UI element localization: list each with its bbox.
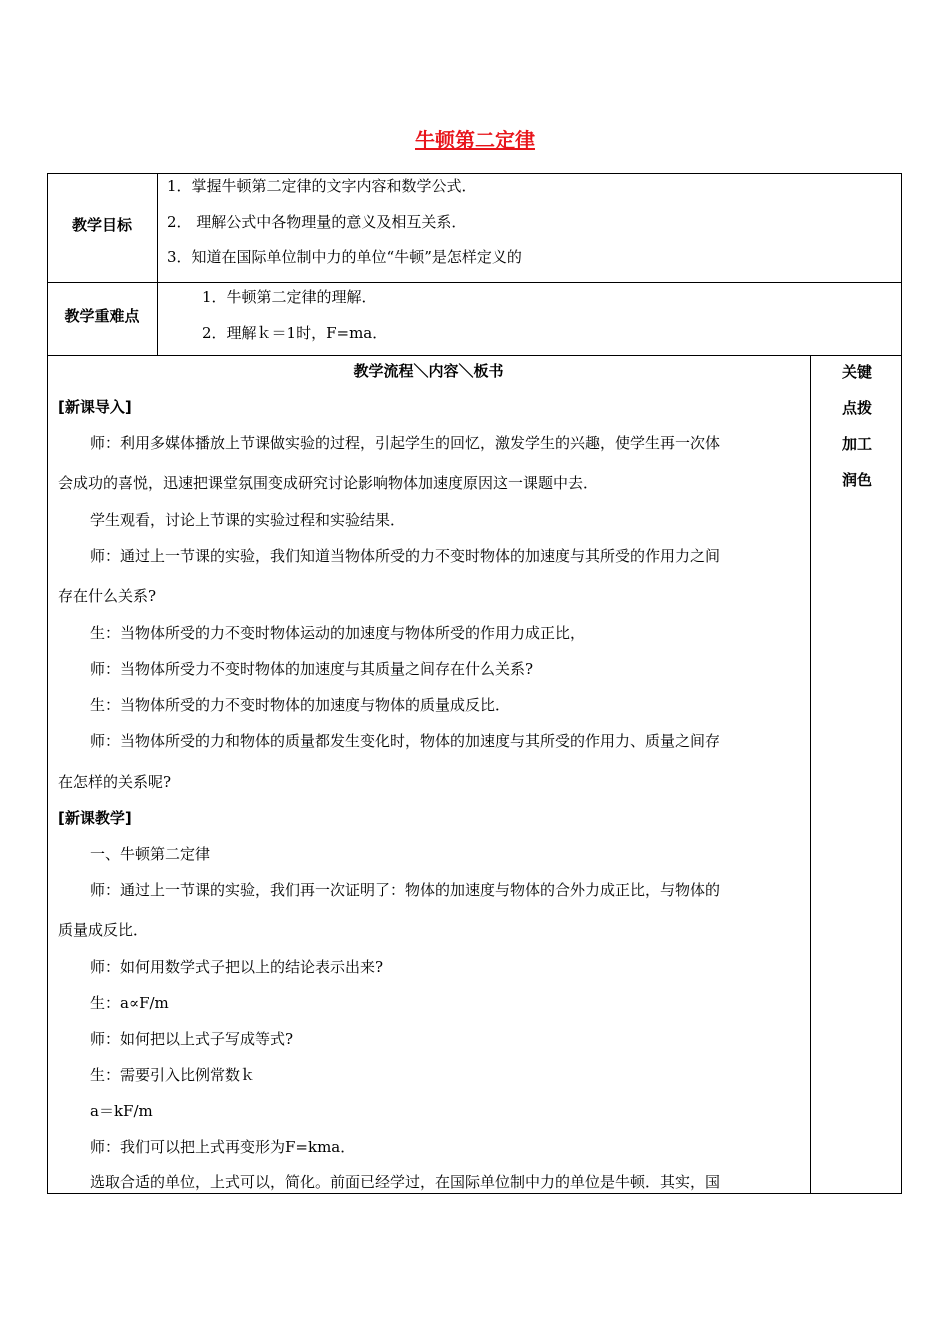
paragraph-line: 师：如何用数学式子把以上的结论表示出来? (90, 958, 384, 976)
paragraph-line: 质量成反比． (58, 921, 149, 939)
objective-item: 1．掌握牛顿第二定律的文字内容和数学公式． (167, 177, 477, 195)
table-divider (47, 355, 902, 356)
table-divider (47, 282, 902, 283)
objective-item: 3．知道在国际单位制中力的单位“牛顿”是怎样定义的 (167, 248, 522, 266)
side-label: 关键 (841, 363, 872, 381)
column-divider (157, 173, 158, 355)
paragraph-line: 师：如何把以上式子写成等式? (90, 1030, 294, 1048)
paragraph-line: 生：a∝F/m (90, 994, 169, 1012)
paragraph-line: 选取合适的单位，上式可以，简化。前面已经学过，在国际单位制中力的单位是牛顿．其实，国 (90, 1173, 721, 1191)
side-label: 加工 (841, 435, 872, 453)
flow-header: 教学流程＼内容＼板书 (353, 362, 504, 380)
objectives-label: 教学目标 (71, 216, 132, 234)
paragraph-line: 学生观看，讨论上节课的实验过程和实验结果． (90, 511, 406, 529)
paragraph-line: 生：当物体所受的力不变时物体运动的加速度与物体所受的作用力成正比， (90, 624, 586, 642)
paragraph-line: 在怎样的关系呢? (58, 773, 172, 791)
section-heading: [新课导入] (58, 398, 132, 416)
paragraph-line: 存在什么关系? (58, 587, 157, 605)
paragraph-line: 师：我们可以把上式再变形为F=kma． (90, 1138, 356, 1156)
document-title: 牛顿第二定律 (415, 128, 535, 152)
column-divider (810, 355, 811, 1194)
key-point-item: 1．牛顿第二定律的理解． (202, 288, 377, 306)
paragraph-line: a＝kF/m (90, 1102, 153, 1120)
paragraph-line: 会成功的喜悦，迅速把课堂氛围变成研究讨论影响物体加速度原因这一课题中去． (58, 474, 599, 492)
side-label: 点拨 (841, 399, 872, 417)
section-heading: [新课教学] (58, 809, 132, 827)
paragraph-line: 师：当物体所受力不变时物体的加速度与其质量之间存在什么关系? (90, 660, 534, 678)
paragraph-line: 师：通过上一节课的实验，我们知道当物体所受的力不变时物体的加速度与其所受的作用力之间 (90, 547, 721, 565)
paragraph-line: 一、牛顿第二定律 (90, 845, 211, 863)
key-point-item: 2．理解ｋ＝1时，F=ma． (202, 324, 388, 342)
paragraph-line: 师：利用多媒体播放上节课做实验的过程，引起学生的回忆，激发学生的兴趣，使学生再一次体 (90, 434, 721, 452)
paragraph-line: 生：当物体所受的力不变时物体的加速度与物体的质量成反比． (90, 696, 511, 714)
paragraph-line: 师：当物体所受的力和物体的质量都发生变化时，物体的加速度与其所受的作用力、质量之间存 (90, 732, 721, 750)
side-label: 润色 (841, 471, 872, 489)
objective-item: 2． 理解公式中各物理量的意义及相互关系． (167, 213, 467, 231)
key-points-label: 教学重难点 (64, 307, 140, 325)
paragraph-line: 师：通过上一节课的实验，我们再一次证明了：物体的加速度与物体的合外力成正比，与物体的 (90, 881, 721, 899)
paragraph-line: 生：需要引入比例常数ｋ (90, 1066, 256, 1084)
